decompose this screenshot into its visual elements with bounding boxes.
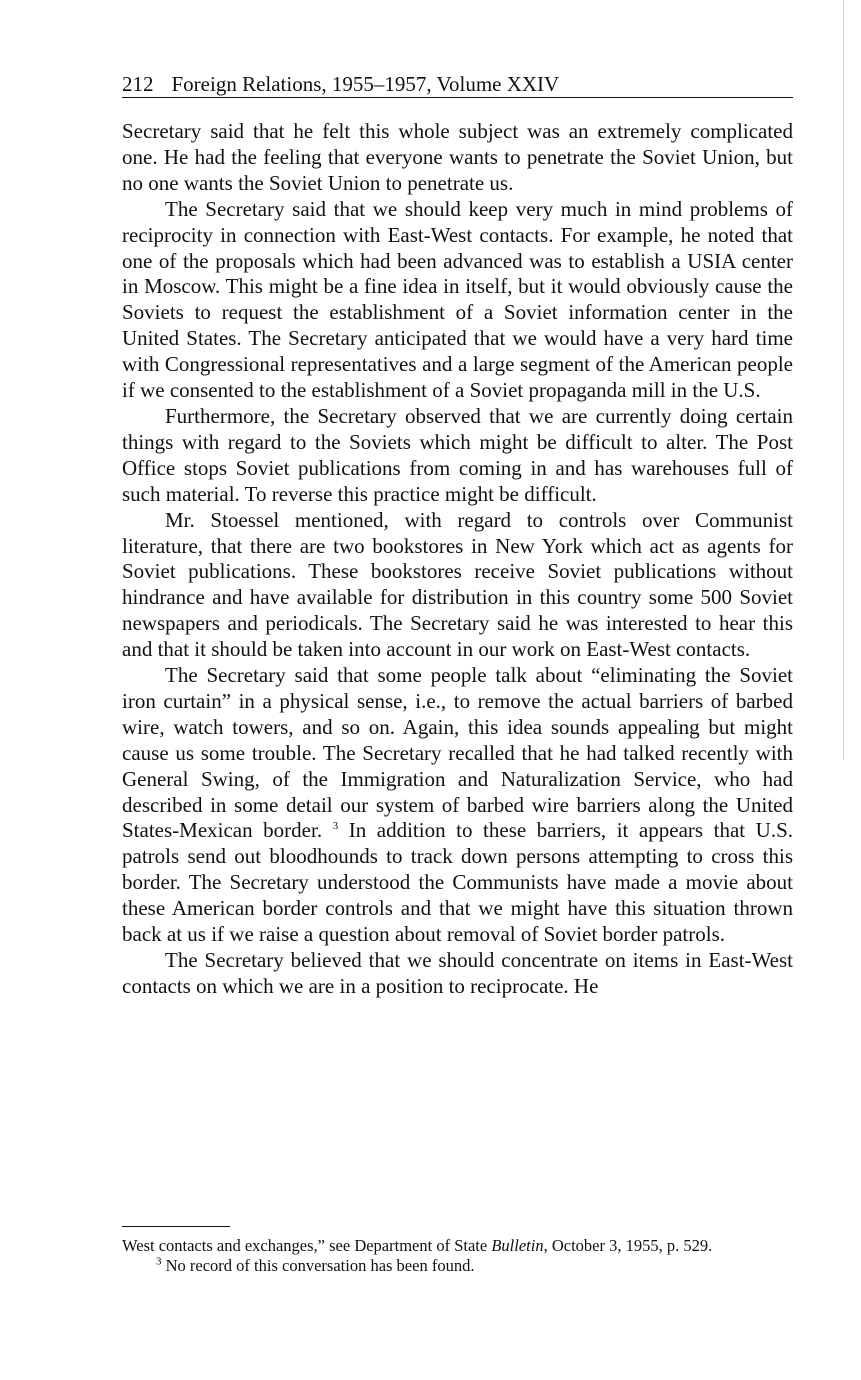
paragraph-3: Furthermore, the Secretary observed that we are currently doing certain things with regard to the Soviets which might be difficult to alter. The Post Office stops Soviet publications from coming in and has warehouses full of such material. To reverse this practice might be difficult. bbox=[122, 403, 793, 506]
footnote-rule bbox=[122, 1226, 230, 1227]
bulletin-title: Bulletin bbox=[491, 1236, 544, 1255]
footnote-3-text: No record of this conversation has been found. bbox=[165, 1256, 475, 1275]
footnote-reference-3: 3 bbox=[332, 820, 339, 833]
footnote-continued bbox=[122, 1236, 793, 1256]
paragraph-5 bbox=[122, 663, 793, 948]
paragraph-5-part-1: The Secretary said that some people talk about “eliminating the Soviet iron curtain” in a physical sense, i.e., to remove the actual barriers of barbed wire, watch towers, and so on. Again, this idea sounds appealing but might cause us some trouble. The Secretary recalled that he had talked recently with General Swing, of the Immigration and Naturalization Service, who had described in some detail our system of barbed wire barriers along the United States-Mexican border. bbox=[122, 663, 793, 843]
paragraph-6: The Secretary believed that we should concentrate on items in East-West contacts on which we are in a position to reciprocate. He bbox=[122, 948, 793, 998]
paragraph-4: Mr. Stoessel mentioned, with regard to controls over Communist literature, that there are two bookstores in New York which act as agents for Soviet publications. These bookstores receive Soviet publications without hindrance and have available for distribution in this country some 500 Soviet newspapers and periodicals. The Secretary said he was interested to hear this and that it should be taken into account in our work on East-West contacts. bbox=[122, 507, 793, 662]
paragraph-1: Secretary said that he felt this whole subject was an extremely complicated one. He had the feeling that everyone wants to penetrate the Soviet Union, but no one wants the Soviet Union to penetrate us. bbox=[122, 119, 793, 195]
footnote-3 bbox=[122, 1256, 793, 1276]
body-text bbox=[122, 119, 793, 1000]
page-number: 212 bbox=[122, 72, 154, 96]
footnote-continued-text: West contacts and exchanges,” see Department of State bbox=[122, 1236, 492, 1255]
paragraph-2: The Secretary said that we should keep very much in mind problems of reciprocity in connection with East-West contacts. For example, he noted that one of the proposals which had been advanced was to establish a USIA center in Moscow. This might be a fine idea in itself, but it would obviously cause the Soviets to request the establishment of a Soviet information center in the United States. The Secretary anticipated that we would have a very hard time with Congressional representatives and a large segment of the American people if we consented to the establishment of a Soviet propaganda mill in the U.S. bbox=[122, 196, 793, 403]
paragraph-5-part-2: In addition to these barriers, it appears that U.S. patrols send out bloodhounds to track down persons attempting to cross this border. The Secretary understood the Communists have made a movie about these American border controls and that we might have this situation thrown back at us if we raise a question about removal of Soviet border patrols. bbox=[122, 818, 794, 947]
running-header bbox=[122, 72, 793, 98]
footnote-continued-citation: , October 3, 1955, p. 529. bbox=[543, 1236, 713, 1255]
footnote-3-marker: 3 bbox=[156, 1255, 162, 1268]
volume-title: Foreign Relations, 1955–1957, Volume XXIV bbox=[171, 72, 560, 96]
scan-edge-line bbox=[843, 0, 844, 760]
footnotes bbox=[122, 1236, 793, 1276]
